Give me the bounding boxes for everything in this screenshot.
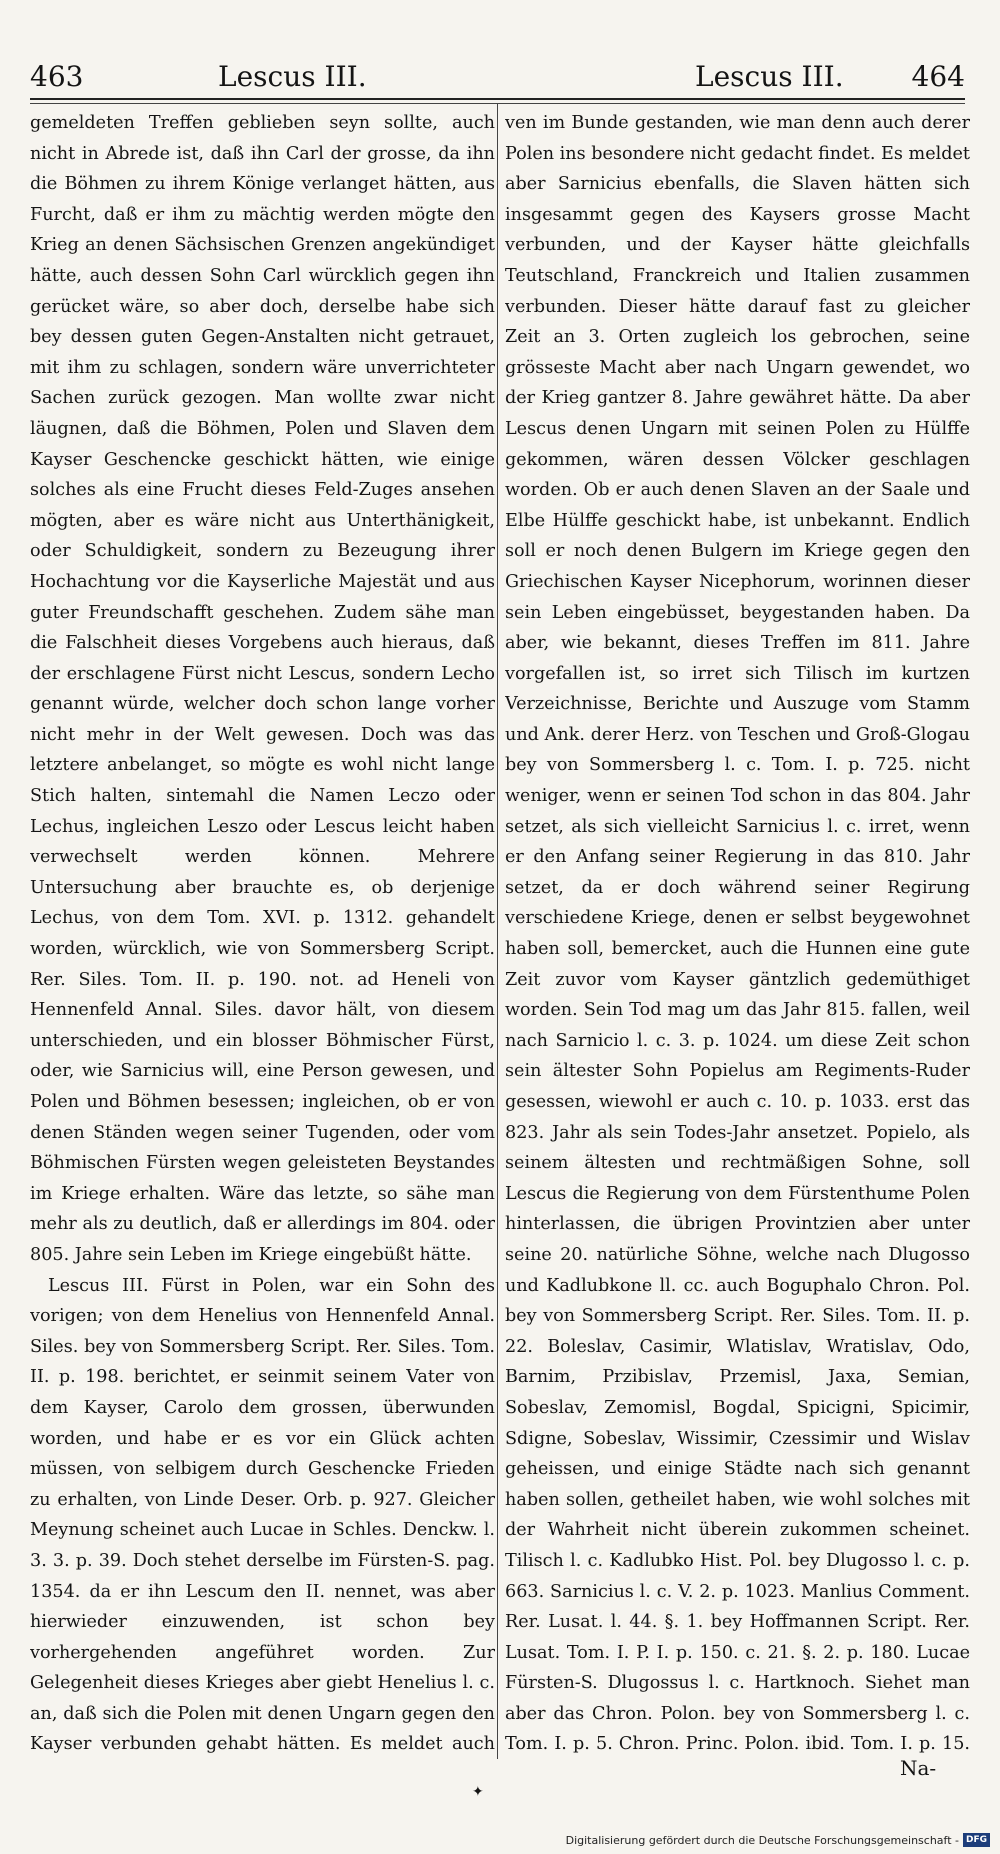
catchword: Na- — [900, 1756, 937, 1780]
left-paragraph-2: Lescus III. Fürst in Polen, war ein Sohn des vorigen; von dem Henelius von Hennenfeld Annal. Siles. bey von Sommersberg Script. Rer. Siles. Tom. II. p. 198. berichtet, er seinmit seinem Vater von dem Kayser, Carolo dem grossen, überwunden worden, und habe er es vor ein Glück achten müssen, von selbigem durch Geschencke Frieden zu erhalten, von Linde Deser. Orb. p. 927. Gleicher Meynung scheinet auch Lucae in Schles. Denckw. l. 3. 3. p. 39. Doch stehet derselbe im Fürsten-S. pag. 1354. da er ihn Lescum den II. nennet, was aber hierwieder einzuwenden, ist schon bey vorhergehenden angeführet worden. Zur Gelegenheit dieses Krieges aber giebt Henelius l. c. an, daß sich die Polen mit denen Ungarn gegen den Kayser verbunden gehabt hätten. Es meldet auch — [30, 1275, 495, 1755]
left-paragraph-1: gemeldeten Treffen geblieben seyn sollte, auch nicht in Abrede ist, daß ihn Carl der grosse, da ihn die Böhmen zu ihrem Könige verlanget hätten, aus Furcht, daß er ihm zu mächtig werden mögte den Krieg an denen Sächsischen Grenzen angekündiget hätte, auch dessen Sohn Carl würcklich gegen ihn gerücket wäre, so aber doch, derselbe habe sich bey dessen guten Gegen-Anstalten nicht getrauet, mit ihm zu schlagen, sondern wäre unverrichteter Sachen zurück gezogen. Man wollte zwar nicht läugnen, daß die Böhmen, Polen und Slaven dem Kayser Geschencke geschickt hätten, wie einige solches als eine Frucht dieses Feld-Zuges ansehen mögten, aber es wäre nicht aus Unterthänigkeit, oder Schuldigkeit, sondern zu Bezeugung ihrer Hochachtung vor die Kayserliche Majestät und aus guter Freundschafft geschehen. Zudem sähe man die Falschheit dieses Vorgebens auch hieraus, daß der erschlagene Fürst nicht Lescus, sondern Lecho genannt würde, welcher doch schon lange vorher nicht mehr in der Welt gewesen. Doch was das letztere anbelanget, so mögte es wohl nicht lange Stich halten, sintemahl die Namen Leczo oder Lechus, ingleichen Leszo oder Lescus leicht haben verwechselt werden können. Mehrere Untersuchung aber brauchte es, ob derjenige Lechus, von dem Tom. XVI. p. 1312. gehandelt worden, würcklich, wie von Sommersberg Script. Rer. Siles. Tom. II. p. 190. not. ad Heneli von Hennenfeld Annal. Siles. davor hält, von diesem unterschieden, und ein blosser Böhmischer Fürst, oder, wie Sarnicius will, eine Person gewesen, und Polen und Böhmen besessen; ingleichen, ob er von denen Ständen wegen seiner Tugenden, oder vom Böhmischen Fürsten wegen geleisteten Beystandes im Kriege erhalten. Wäre das letzte, so sähe man mehr als zu deutlich, daß er allerdings im 804. oder 805. Jahre sein Leben im Kriege eingebüßt hätte. — [30, 113, 495, 1265]
running-title-right: Lescus III. — [695, 60, 844, 93]
right-column — [505, 108, 970, 1760]
page-number-left: 463 — [30, 60, 84, 93]
running-title-left: Lescus III. — [218, 60, 367, 93]
footer-text: Digitalisierung gefördert durch die Deutsche Forschungsgemeinschaft - — [565, 1833, 959, 1847]
right-paragraph-1: ven im Bunde gestanden, wie man denn auch derer Polen ins besondere nicht gedacht findet. Es meldet aber Sarnicius ebenfalls, die Slaven hätten sich insgesammt gegen des Kaysers grosse Macht verbunden, und der Kayser hätte gleichfalls Teutschland, Franckreich und Italien zusammen verbunden. Dieser hätte darauf fast zu gleicher Zeit an 3. Orten zugleich los gebrochen, seine grösseste Macht aber nach Ungarn gewendet, wo der Krieg gantzer 8. Jahre gewähret hätte. Da aber Lescus denen Ungarn mit seinen Polen zu Hülffe gekommen, wären dessen Völcker geschlagen worden. Ob er auch denen Slaven an der Saale und Elbe Hülffe geschickt habe, ist unbekannt. Endlich soll er noch denen Bulgern im Kriege gegen den Griechischen Kayser Nicephorum, worinnen dieser sein Leben eingebüsset, beygestanden haben. Da aber, wie bekannt, dieses Treffen im 811. Jahre vorgefallen ist, so irret sich Tilisch im kurtzen Verzeichnisse, Berichte und Auszuge vom Stamm und Ank. derer Herz. von Teschen und Groß-Glogau bey von Sommersberg l. c. Tom. I. p. 725. nicht weniger, wenn er seinen Tod schon in das 804. Jahr setzet, als sich vielleicht Sarnicius l. c. irret, wenn er den Anfang seiner Regierung in das 810. Jahr setzet, da er doch während seiner Regirung verschiedene Kriege, denen er selbst beygewohnet haben soll, bemercket, auch die Hunnen eine gute Zeit zuvor vom Kayser gäntzlich gedemüthiget worden. Sein Tod mag um das Jahr 815. fallen, weil nach Sarnicio l. c. 3. p. 1024. um diese Zeit schon sein ältester Sohn Popielus am Regiments-Ruder gesessen, wiewohl er auch c. 10. p. 1033. erst das 823. Jahr als sein Todes-Jahr ansetzet. Popielo, als seinem ältesten und rechtmäßigen Sohne, soll Lescus die Regierung von dem Fürstenthume Polen hinterlassen, die übrigen Provintzien aber unter seine 20. natürliche Söhne, welche nach Dlugosso und Kadlubkone ll. cc. auch Boguphalo Chron. Pol. bey von Sommersberg Script. Rer. Siles. Tom. II. p. 22. Boleslav, Casimir, Wlatislav, Wratislav, Odo, Barnim, Przibislav, Przemisl, Jaxa, Semian, Sobeslav, Zemomisl, Bogdal, Spicigni, Spicimir, Sdigne, Sobeslav, Wissimir, Czessimir und Wislav geheissen, und einige Städte nach sich genannt haben sollen, getheilet haben, wie wohl solches mit der Wahrheit nicht überein zukommen scheinet. Tilisch l. c. Kadlubko Hist. Pol. bey Dlugosso l. c. p. 663. Sarnicius l. c. V. 2. p. 1023. Manlius Comment. Rer. Lusat. l. 44. §. 1. bey Hoffmannen Script. Rer. Lusat. Tom. I. P. I. p. 150. c. 21. §. 2. p. 180. Lucae Fürsten-S. Dlugossus l. c. Hartknoch. Siehet man aber das Chron. Polon. bey von Sommersberg l. c. Tom. I. p. 5. Chron. Princ. Polon. ibid. Tom. I. p. 15. — [505, 113, 970, 1755]
page-number-right: 464 — [911, 60, 965, 93]
left-column — [30, 108, 495, 1760]
bottom-mark: ✦ — [472, 1784, 484, 1800]
header-rule — [30, 98, 965, 100]
column-divider — [497, 104, 498, 1759]
dfg-logo: DFG — [963, 1833, 990, 1847]
digitization-footer — [566, 1832, 990, 1848]
